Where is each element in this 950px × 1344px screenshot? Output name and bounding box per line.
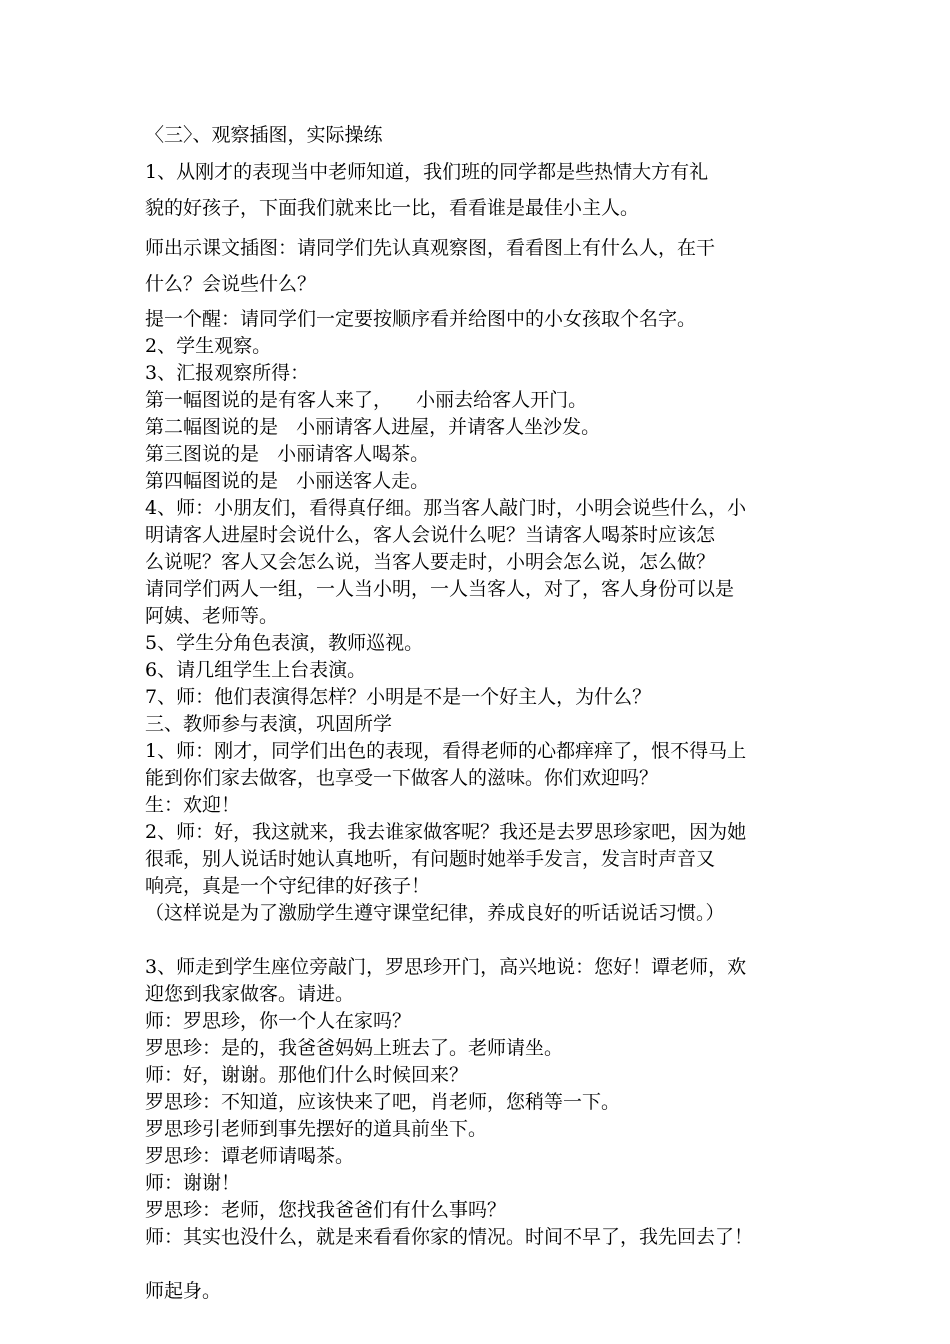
blank-line [145,927,815,954]
text-line: 能到你们家去做客，也享受一下做客人的滋味。你们欢迎吗？ [145,767,659,789]
text-line: 迎您到我家做客。请进。 [145,983,355,1005]
section-observe [145,120,815,306]
section-heading: 三、教师参与表演，巩固所学 [145,713,393,735]
text-line: 提一个醒：请同学们一定要按顺序看并给图中的小女孩取个名字。 [145,308,697,330]
text-line: 师：好，谢谢。那他们什么时候回来？ [145,1064,469,1086]
text-line: 罗思珍：是的，我爸爸妈妈上班去了。老师请坐。 [145,1037,564,1059]
text-line: 师：罗思珍，你一个人在家吗？ [145,1010,412,1032]
text-line: 5、学生分角色表演，教师巡视。 [145,632,424,654]
text-line: 师：谢谢！ [145,1172,241,1194]
section-heading: 〈三〉、观察插图，实际操练 [145,124,383,146]
text-line: 1、师：刚才，同学们出色的表现，看得老师的心都痒痒了，恨不得马上 [145,740,747,762]
text-line: （这样说是为了激励学生遵守课堂纪律，养成良好的听话说话习惯。） [145,902,725,924]
text-line: 第一幅图说的是有客人来了， 小丽去给客人开门。 [145,389,588,411]
text-line: 3、汇报观察所得： [145,362,310,384]
text-line: 什么？会说些什么？ [145,273,317,295]
text-line: 7、师：他们表演得怎样？小明是不是一个好主人，为什么？ [145,686,652,708]
text-line: 2、学生观察。 [145,335,272,357]
text-line: 2、师：好，我这就来，我去谁家做客呢？我还是去罗思珍家吧，因为她 [145,821,747,843]
text-line: 阿姨、老师等。 [145,605,279,627]
text-line: 罗思珍：老师，您找我爸爸们有什么事吗？ [145,1199,507,1221]
blank-line [145,1251,815,1278]
text-line: 3、师走到学生座位旁敲门，罗思珍开门，高兴地说：您好！谭老师，欢 [145,956,747,978]
text-line: 4、师：小朋友们，看得真仔细。那当客人敲门时，小明会说些什么，小 [145,497,747,519]
text-line: 师：其实也没什么，就是来看看你家的情况。时间不早了，我先回去了！ [145,1226,754,1248]
text-line: 6、请几组学生上台表演。 [145,659,367,681]
text-line: 貌的好孩子，下面我们就来比一比，看看谁是最佳小主人。 [145,197,640,219]
text-line: 明请客人进屋时会说什么，客人会说什么呢？当请客人喝茶时应该怎 [145,524,716,546]
text-line: 很乖，别人说话时她认真地听，有问题时她举手发言，发言时声音又 [145,848,716,870]
text-line: 师起身。 [145,1280,222,1302]
text-line: 生：欢迎！ [145,794,241,816]
text-line: 第四幅图说的是 小丽送客人走。 [145,470,430,492]
document-body [145,120,815,1305]
text-line: 请同学们两人一组，一人当小明，一人当客人，对了，客人身份可以是 [145,578,735,600]
text-line: 么说呢？客人又会怎么说，当客人要走时，小明会怎么说，怎么做？ [145,551,716,573]
text-line: 罗思珍引老师到事先摆好的道具前坐下。 [145,1118,488,1140]
text-line: 1、从刚才的表现当中老师知道，我们班的同学都是些热情大方有礼 [145,161,709,183]
text-line: 师出示课文插图：请同学们先认真观察图，看看图上有什么人，在干 [145,237,716,259]
text-line: 第二幅图说的是 小丽请客人进屋，并请客人坐沙发。 [145,416,601,438]
text-line: 罗思珍：不知道，应该快来了吧，肖老师，您稍等一下。 [145,1091,621,1113]
text-line: 罗思珍：谭老师请喝茶。 [145,1145,355,1167]
text-line: 响亮，真是一个守纪律的好孩子！ [145,875,431,897]
text-line: 第三图说的是 小丽请客人喝茶。 [145,443,430,465]
